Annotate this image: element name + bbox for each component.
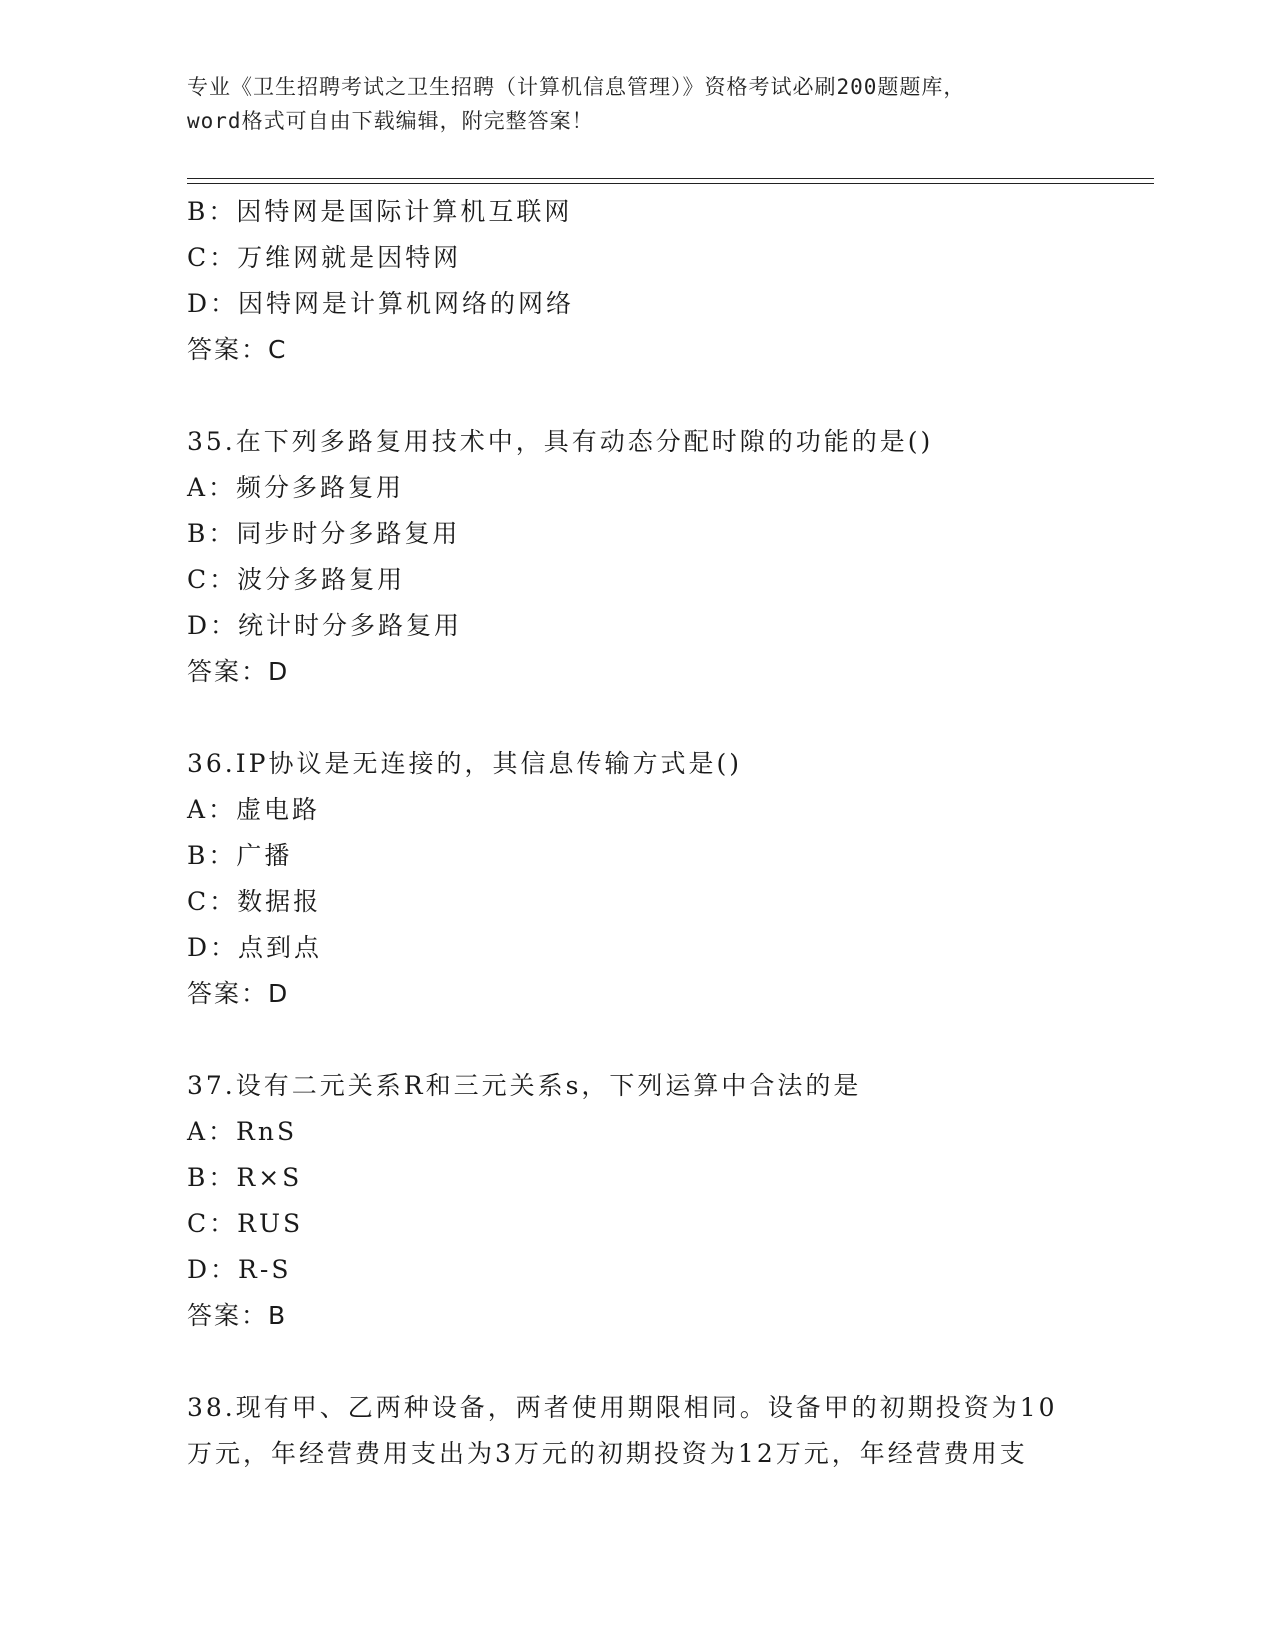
question-spacer: [187, 1339, 1087, 1385]
question-34-tail: [187, 189, 1087, 373]
option-d: D：点到点: [187, 933, 323, 962]
question-spacer: [187, 1017, 1087, 1063]
question-37: [187, 1063, 1087, 1339]
header-divider-top: [187, 178, 1154, 179]
question-36: [187, 741, 1087, 1017]
answer-line: 答案：B: [187, 1301, 288, 1330]
question-stem: 36.IP协议是无连接的，其信息传输方式是(): [187, 749, 742, 778]
question-spacer: [187, 373, 1087, 419]
option-c: C：数据报: [187, 887, 322, 916]
option-b: B：同步时分多路复用: [187, 519, 461, 548]
answer-line: 答案：C: [187, 335, 288, 364]
option-d: D：统计时分多路复用: [187, 611, 463, 640]
option-c: C：RUS: [187, 1209, 304, 1238]
option-c: C：万维网就是因特网: [187, 243, 462, 272]
option-b: B：R×S: [187, 1163, 303, 1192]
question-38: [187, 1385, 1087, 1477]
question-list: [187, 189, 1087, 1477]
option-d: D：R-S: [187, 1255, 292, 1284]
header-title-line-2: word格式可自由下载编辑，附完整答案！: [187, 109, 594, 133]
question-35: [187, 419, 1087, 695]
header-title-line-1: 专业《卫生招聘考试之卫生招聘（计算机信息管理）》资格考试必刷200题题库，: [187, 75, 966, 99]
answer-line: 答案：D: [187, 979, 290, 1008]
option-d: D：因特网是计算机网络的网络: [187, 289, 575, 318]
option-a: A：频分多路复用: [187, 473, 405, 502]
header-divider-bottom: [187, 183, 1154, 184]
option-c: C：波分多路复用: [187, 565, 406, 594]
question-stem-line-2: 万元，年经营费用支出为3万元的初期投资为12万元，年经营费用支: [187, 1439, 1028, 1468]
document-header: [187, 70, 1087, 138]
option-b: B：广播: [187, 841, 293, 870]
question-stem: 37.设有二元关系R和三元关系s，下列运算中合法的是: [187, 1071, 862, 1100]
answer-line: 答案：D: [187, 657, 290, 686]
question-stem-line-1: 38.现有甲、乙两种设备，两者使用期限相同。设备甲的初期投资为10: [187, 1393, 1058, 1422]
option-a: A：虚电路: [187, 795, 321, 824]
option-b: B：因特网是国际计算机互联网: [187, 197, 573, 226]
question-spacer: [187, 695, 1087, 741]
option-a: A：RnS: [187, 1117, 298, 1146]
question-stem: 35.在下列多路复用技术中，具有动态分配时隙的功能的是(): [187, 427, 934, 456]
